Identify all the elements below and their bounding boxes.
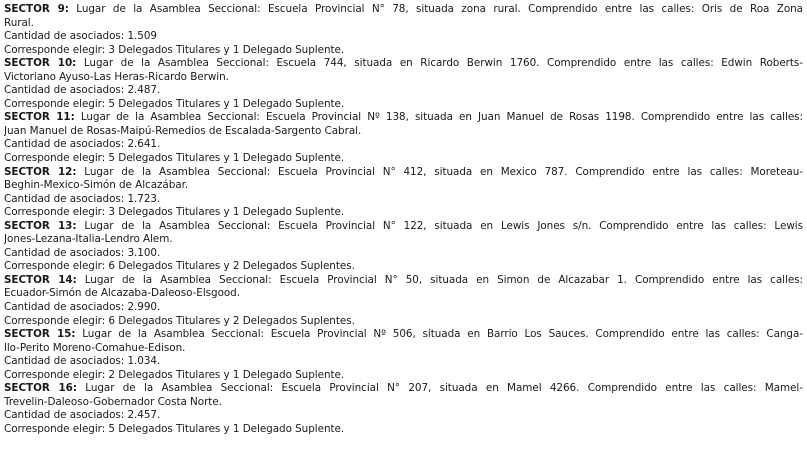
sector-delegates-text: Corresponde elegir: 5 Delegados Titulares y 1 Delegado Suplente.: [4, 152, 345, 165]
sector-streets-text: Victoriano Ayuso-Las Heras-Ricardo Berwin.: [4, 70, 229, 83]
sector-first-line: [4, 3, 803, 17]
sector-label: SECTOR 11:: [4, 111, 75, 124]
sector-location-text: Lugar de la Asamblea Seccional: Escuela 744, situada en Ricardo Berwin 1760. Comprendido entre las calles: Edwin Roberts-: [83, 57, 803, 70]
sector-label: SECTOR 12:: [4, 165, 77, 178]
sector-block: [4, 166, 803, 220]
sector-location-text: Lugar de la Asamblea Seccional: Escuela Provincial N° 412, situada en Mexico 787. Comprendido entre las calles: Moreteau-: [84, 165, 803, 178]
sector-delegates-text: Corresponde elegir: 5 Delegados Titulares y 1 Delegado Suplente.: [4, 422, 345, 435]
sector-block: [4, 220, 803, 274]
sector-streets-text: Juan Manuel de Rosas-Maipú-Remedios de Escalada-Sargento Cabral.: [4, 124, 362, 137]
sector-delegates-text: Corresponde elegir: 2 Delegados Titulares y 1 Delegado Suplente.: [4, 368, 345, 381]
sector-first-line: [4, 382, 803, 396]
sector-location-text: Lugar de la Asamblea Seccional: Escuela Provincial Nº 506, situada en Barrio Los Sauces. Comprendido entre las calles: Canga-: [82, 328, 803, 341]
sector-delegates-text: Corresponde elegir: 5 Delegados Titulares y 1 Delegado Suplente.: [4, 97, 345, 110]
sector-member-count: Cantidad de asociados: 2.990.: [4, 301, 161, 314]
sector-member-count: Cantidad de asociados: 3.100.: [4, 246, 161, 259]
sector-block: [4, 111, 803, 165]
sector-first-line: [4, 57, 803, 71]
sector-streets-text: Beghin-Mexico-Simón de Alcazábar.: [4, 179, 189, 192]
sector-streets-text: Ecuador-Simón de Alcazaba-Daleoso-Elsgood.: [4, 287, 240, 300]
sector-member-count: Cantidad de asociados: 1.509: [4, 30, 157, 43]
sector-first-line: [4, 166, 803, 180]
sector-member-count: Cantidad de asociados: 2.641.: [4, 138, 161, 151]
sector-label: SECTOR 9:: [4, 3, 69, 15]
sector-member-count: Cantidad de asociados: 2.487.: [4, 84, 161, 97]
sector-block: [4, 3, 803, 57]
sector-delegates-text: Corresponde elegir: 3 Delegados Titulares y 1 Delegado Suplente.: [4, 43, 345, 56]
sector-label: SECTOR 10:: [4, 57, 77, 70]
sector-first-line: [4, 328, 803, 342]
sector-label: SECTOR 16:: [4, 382, 77, 395]
sector-member-count: Cantidad de asociados: 1.723.: [4, 192, 161, 205]
sector-first-line: [4, 274, 803, 288]
sector-block: [4, 57, 803, 111]
sector-label: SECTOR 15:: [4, 328, 76, 341]
sector-streets-text: Rural.: [4, 16, 34, 29]
sector-member-count: Cantidad de asociados: 2.457.: [4, 409, 161, 422]
sector-streets-text: Trevelin-Daleoso-Gobernador Costa Norte.: [4, 395, 222, 408]
sector-block: [4, 274, 803, 328]
sector-delegates-text: Corresponde elegir: 6 Delegados Titulares y 2 Delegados Suplentes.: [4, 314, 355, 327]
sector-location-text: Lugar de la Asamblea Seccional: Escuela Provincial N° 122, situada en Lewis Jones s/n. Comprendido entre las calles: Lewis: [84, 219, 803, 232]
sector-location-text: Lugar de la Asamblea Seccional: Escuela Provincial N° 207, situada en Mamel 4266. Comprendido entre las calles: Mamel-: [85, 382, 803, 395]
sector-streets-text: Jones-Lezana-Italia-Lendro Alem.: [4, 233, 173, 246]
sector-block: [4, 328, 803, 382]
sector-delegates-text: Corresponde elegir: 6 Delegados Titulares y 2 Delegados Suplentes.: [4, 260, 355, 273]
sector-member-count: Cantidad de asociados: 1.034.: [4, 355, 161, 368]
sector-streets-text: llo-Perito Moreno-Comahue-Edison.: [4, 341, 186, 354]
sector-block: [4, 382, 803, 436]
sector-location-text: Lugar de la Asamblea Seccional: Escuela Provincial N° 50, situada en Simon de Alcazabar 1. Comprendido entre las calles:: [84, 273, 803, 286]
sector-label: SECTOR 13:: [4, 219, 77, 232]
sector-label: SECTOR 14:: [4, 273, 77, 286]
sector-location-text: Lugar de la Asamblea Seccional: Escuela Provincial Nº 138, situada en Juan Manuel de Rosas 1198. Comprendido entre las calles:: [80, 111, 803, 124]
sector-first-line: [4, 111, 803, 125]
sector-first-line: [4, 220, 803, 234]
sector-location-text: Lugar de la Asamblea Seccional: Escuela Provincial N° 78, situada zona rural. Comprendido entre las calles: Oris de Roa Zona: [76, 3, 803, 15]
sector-delegates-text: Corresponde elegir: 3 Delegados Titulares y 1 Delegado Suplente.: [4, 206, 345, 219]
